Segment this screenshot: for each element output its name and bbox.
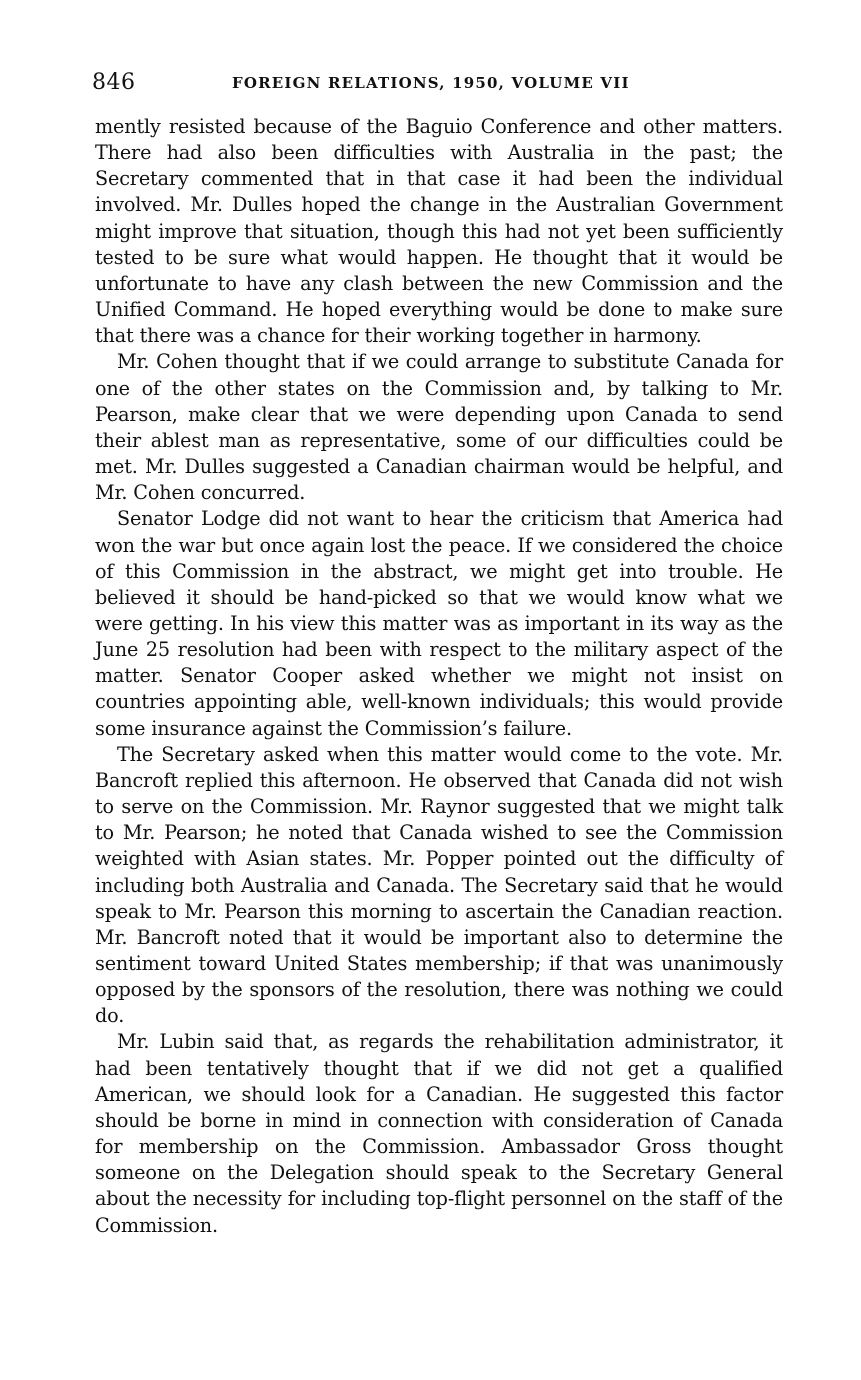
paragraph-secretary-vote: The Secretary asked when this matter would come to the vote. Mr. Bancroft replied this afternoon. He observed that Canada did not wish to serve on the Commission. Mr. Raynor suggested that we might talk to Mr. Pearson; he noted that Canada wished to see the Commission weighted with Asian states. Mr. Popper pointed out the difficulty of including both Australia and Canada. The Secretary said that he would speak to Mr. Pearson this morning to ascertain the Canadian reaction. Mr. Bancroft noted that it would be important also to determine the sentiment toward United States membership; if that was unanimously opposed by the sponsors of the resolution, there was nothing we could do.	[95, 742, 783, 1028]
paragraph-cohen: Mr. Cohen thought that if we could arrange to substitute Canada for one of the other states on the Commission and, by talking to Mr. Pearson, make clear that we were depending upon Canada to send their ablest man as representative, some of our difficulties could be met. Mr. Dulles suggested a Canadian chairman would be helpful, and Mr. Cohen concurred.	[95, 350, 783, 505]
running-head	[92, 70, 782, 100]
body-text	[95, 114, 783, 1239]
page-number: 846	[92, 70, 136, 95]
paragraph-lodge: Senator Lodge did not want to hear the criticism that America had won the war but once again lost the peace. If we considered the choice of this Commission in the abstract, we might get into trouble. He believed it should be hand-picked so that we would know what we were getting. In his view this matter was as important in its way as the June 25 resolution had been with respect to the military aspect of the matter. Senator Cooper asked whether we might not insist on countries appointing able, well-known individuals; this would provide some insurance against the Commission’s failure.	[95, 507, 783, 740]
paragraph-continued: mently resisted because of the Baguio Conference and other matters. There had also been difficulties with Australia in the past; the Secretary commented that in that case it had been the individual involved. Mr. Dulles hoped the change in the Australian Government might improve that situation, though this had not yet been sufficiently tested to be sure what would happen. He thought that it would be unfortunate to have any clash between the new Commission and the Unified Command. He hoped everything would be done to make sure that there was a chance for their working together in harmony.	[95, 115, 783, 348]
running-title: FOREIGN RELATIONS, 1950, VOLUME VII	[232, 74, 630, 92]
paragraph-lubin: Mr. Lubin said that, as regards the rehabilitation administrator, it had been tentatively thought that if we did not get a qualified American, we should look for a Canadian. He suggested this factor should be borne in mind in connection with consideration of Canada for membership on the Commission. Ambassador Gross thought someone on the Delegation should speak to the Secretary General about the necessity for including top-flight personnel on the staff of the Commission.	[95, 1030, 783, 1237]
